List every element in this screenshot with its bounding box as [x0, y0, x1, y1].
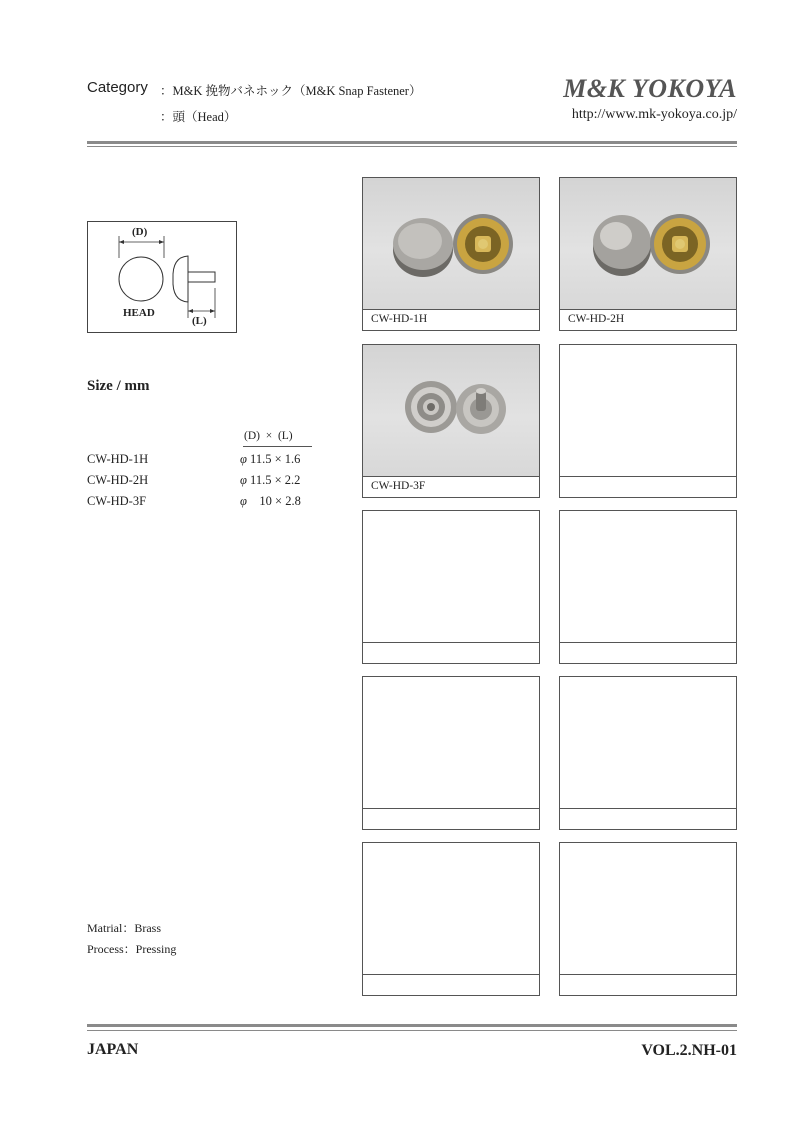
product-photo-empty — [560, 345, 736, 476]
footer-volume: VOL.2.NH-01 — [641, 1042, 737, 1059]
phi-symbol: φ — [240, 494, 247, 508]
caption-bar — [363, 974, 539, 996]
size-code: CW-HD-3F — [87, 494, 147, 508]
caption-bar — [560, 309, 736, 331]
caption-bar — [560, 642, 736, 664]
caption-bar — [363, 642, 539, 664]
phi-symbol: φ — [240, 473, 247, 487]
size-dimensions: 11.5 × 2.2 — [246, 473, 301, 487]
cap-flat-with-socket-icon — [363, 178, 539, 309]
product-cell-empty — [362, 842, 540, 996]
size-header-rule — [243, 446, 312, 447]
length-label: (L) — [192, 315, 207, 327]
brand-logo: M&K YOKOYA — [563, 74, 737, 103]
head-diagram — [87, 221, 237, 333]
size-code: CW-HD-2H — [87, 473, 149, 487]
caption-bar — [363, 309, 539, 331]
category-label: Category — [87, 79, 148, 96]
phi-symbol: φ — [240, 452, 247, 466]
size-dimensions: 10 × 2.8 — [246, 494, 301, 508]
size-code: CW-HD-1H — [87, 452, 149, 466]
product-cell-empty — [559, 510, 737, 664]
caption-bar — [363, 476, 539, 498]
product-caption: CW-HD-3F — [371, 480, 426, 492]
size-value — [240, 494, 301, 509]
product-photo-empty — [560, 511, 736, 642]
footer-rule-thick — [87, 1024, 737, 1027]
product-cell-empty — [362, 676, 540, 830]
caption-bar — [560, 808, 736, 830]
product-cell[interactable] — [362, 344, 540, 498]
header-rule-thick — [87, 141, 737, 144]
material-text: Matrial：Brass — [87, 921, 161, 935]
product-cell[interactable] — [559, 177, 737, 331]
category-line-2: ：頭（Head） — [160, 110, 237, 124]
diameter-label: (D) — [132, 226, 148, 238]
product-photo-empty — [560, 843, 736, 974]
product-photo-empty — [363, 843, 539, 974]
size-row — [87, 473, 317, 493]
size-column-header: (D) × (L) — [244, 430, 293, 442]
caption-bar — [363, 808, 539, 830]
caption-bar — [560, 476, 736, 498]
size-row — [87, 494, 317, 514]
ring-with-stud-icon — [363, 345, 539, 476]
head-diagram-drawing — [88, 222, 238, 334]
website-url[interactable]: http://www.mk-yokoya.co.jp/ — [571, 107, 737, 122]
product-cell[interactable] — [362, 177, 540, 331]
size-title: Size / mm — [87, 378, 150, 394]
size-value — [240, 473, 300, 488]
product-cell-empty — [559, 344, 737, 498]
product-cell-empty — [362, 510, 540, 664]
cap-dome-with-socket-icon — [560, 178, 736, 309]
header-rule-thin — [87, 146, 737, 147]
product-photo-empty — [363, 677, 539, 808]
product-caption: CW-HD-1H — [371, 313, 428, 325]
footer-country: JAPAN — [87, 1041, 139, 1058]
head-label: HEAD — [123, 307, 155, 319]
product-photo — [363, 345, 539, 476]
product-caption: CW-HD-2H — [568, 313, 625, 325]
category-line-1: ：M&K 挽物バネホック（M&K Snap Fastener） — [160, 84, 422, 98]
caption-bar — [560, 974, 736, 996]
product-cell-empty — [559, 842, 737, 996]
process-text: Process：Pressing — [87, 942, 177, 956]
size-value — [240, 452, 300, 467]
product-photo-empty — [560, 677, 736, 808]
product-cell-empty — [559, 676, 737, 830]
size-row — [87, 452, 317, 472]
product-photo — [560, 178, 736, 309]
product-photo — [363, 178, 539, 309]
footer-rule-thin — [87, 1030, 737, 1031]
size-dimensions: 11.5 × 1.6 — [246, 452, 301, 466]
product-photo-empty — [363, 511, 539, 642]
